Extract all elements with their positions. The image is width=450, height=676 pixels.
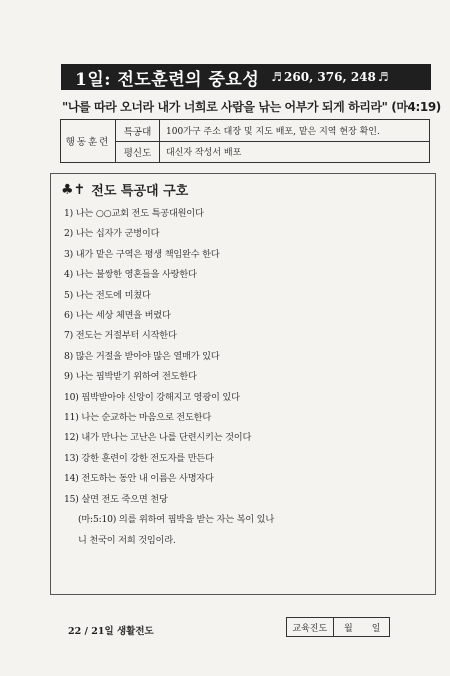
list-item: 13) 강한 훈련이 강한 전도자를 만든다 bbox=[64, 452, 214, 464]
list-item: 7) 전도는 거절부터 시작한다 bbox=[64, 330, 177, 342]
list-item-continuation: (마:5:10) 의를 위하여 핍박을 받는 자는 복이 있나 bbox=[78, 514, 275, 526]
list-item: 15) 살면 전도 죽으면 천당 bbox=[64, 493, 168, 505]
row-category: 특공대 bbox=[116, 120, 160, 141]
action-training-table bbox=[60, 119, 430, 163]
table-row bbox=[116, 120, 429, 142]
list-item: 3) 내가 맡은 구역은 평생 책임완수 한다 bbox=[64, 248, 220, 260]
music-note-icon: ♬ bbox=[271, 70, 283, 84]
row-category: 평신도 bbox=[116, 141, 160, 162]
progress-log-table bbox=[286, 617, 390, 637]
action-training-label: 행동훈련 bbox=[61, 120, 116, 162]
list-item: 4) 나는 불쌍한 영혼들을 사랑한다 bbox=[64, 269, 197, 281]
row-description: 100가구 주소 대장 및 지도 배포, 맡은 지역 현장 확인. bbox=[166, 127, 380, 137]
progress-log-label: 교육진도 bbox=[287, 618, 334, 636]
slogan-heading-text: 전도 특공대 구호 bbox=[91, 184, 189, 199]
row-description: 대신자 작성서 배포 bbox=[166, 148, 242, 158]
club-icon: ♣✝ bbox=[61, 181, 86, 198]
list-item: 8) 많은 거절을 받아야 많은 열매가 있다 bbox=[64, 350, 220, 362]
list-item: 1) 나는 ○○교회 전도 특공대원이다 bbox=[64, 208, 204, 219]
table-row bbox=[116, 141, 429, 162]
slogan-list bbox=[64, 204, 274, 551]
list-item-continuation: 니 천국이 저희 것임이라. bbox=[78, 534, 176, 546]
list-item: 2) 나는 십자가 군병이다 bbox=[64, 228, 160, 240]
title-bar bbox=[61, 64, 431, 90]
slogan-box bbox=[50, 173, 436, 595]
list-item: 6) 나는 세상 체면을 버렸다 bbox=[64, 310, 171, 322]
page-footer-info: 22 / 21일 생활전도 bbox=[68, 626, 154, 637]
list-item: 5) 나는 전도에 미쳤다 bbox=[64, 289, 151, 301]
hymn-numbers: 260, 376, 248 bbox=[284, 70, 376, 84]
list-item: 9) 나는 핍박받기 위하여 전도한다 bbox=[64, 371, 197, 383]
list-item: 10) 핍박받아야 신앙이 강해지고 영광이 있다 bbox=[64, 391, 240, 403]
bible-verse: "나를 따라 오너라 내가 너희로 사람을 낚는 어부가 되게 하리라" (마4:19) bbox=[62, 100, 441, 114]
list-item: 14) 전도하는 동안 내 이름은 사명자다 bbox=[64, 473, 214, 485]
list-item: 12) 내가 만나는 고난은 나를 단련시키는 것이다 bbox=[64, 432, 252, 444]
list-item: 11) 나는 순교하는 마음으로 전도한다 bbox=[64, 412, 212, 424]
month-label: 월 bbox=[344, 623, 353, 634]
page-title: 1일: 전도훈련의 중요성 bbox=[75, 69, 260, 90]
music-note-icon: ♬ bbox=[377, 70, 389, 84]
day-label: 일 bbox=[371, 623, 381, 634]
hymn-reference bbox=[269, 70, 390, 84]
slogan-heading bbox=[61, 180, 188, 199]
